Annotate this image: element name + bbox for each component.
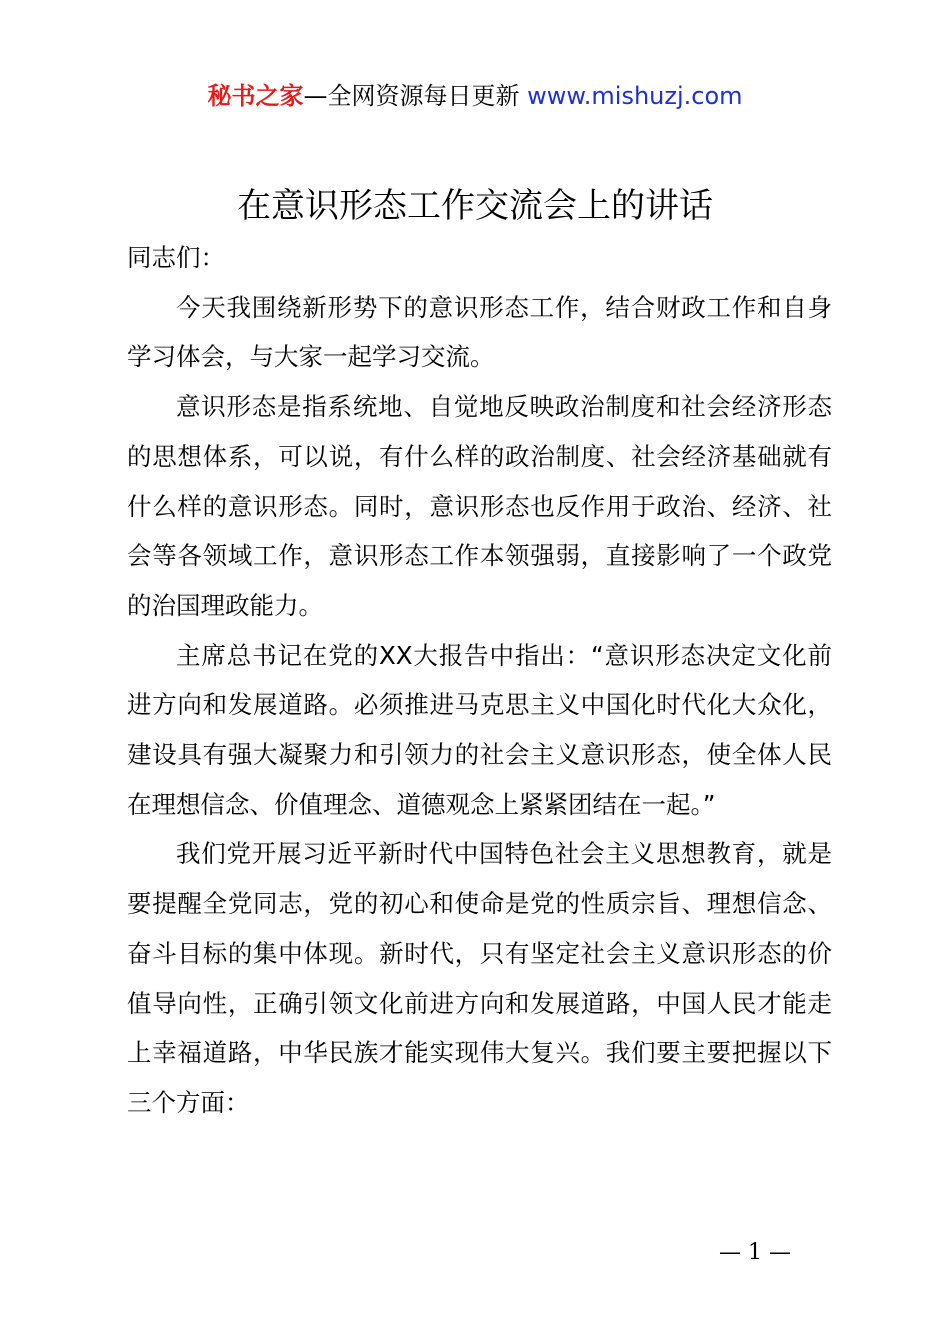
salutation: 同志们：: [127, 243, 225, 272]
paragraph: 意识形态是指系统地、自觉地反映政治制度和社会经济形态的思想体系，可以说，有什么样的政治制度、社会经济基础就有什么样的意识形态。同时，意识形态也反作用于政治、经济、社会等各领域工作，意识形态工作本领强弱，直接影响了一个政党的治国理政能力。: [127, 392, 832, 620]
site-url-link[interactable]: www.mishuzj.com: [527, 82, 743, 110]
paragraph: 我们党开展习近平新时代中国特色社会主义思想教育，就是要提醒全党同志，党的初心和使命是党的性质宗旨、理想信念、奋斗目标的集中体现。新时代，只有坚定社会主义意识形态的价值导向性，正确引领文化前进方向和发展道路，中国人民才能走上幸福道路，中华民族才能实现伟大复兴。我们要主要把握以下三个方面：: [127, 839, 832, 1117]
document-title: 在意识形态工作交流会上的讲话: [237, 186, 713, 226]
brand-name: 秘书之家: [207, 82, 304, 110]
page-number: — 1 —: [719, 1240, 791, 1265]
document-body: [127, 233, 832, 1128]
paragraph: 主席总书记在党的XX大报告中指出：“意识形态决定文化前进方向和发展道路。必须推进马克思主义中国化时代化大众化，建设具有强大凝聚力和引领力的社会主义意识形态，使全体人民在理想信念、价值理念、道德观念上紧紧团结在一起。”: [127, 640, 832, 819]
paragraph: 今天我围绕新形势下的意识形态工作，结合财政工作和自身学习体会，与大家一起学习交流。: [127, 292, 832, 372]
site-banner: [0, 80, 950, 112]
banner-tagline: —全网资源每日更新: [303, 82, 528, 110]
